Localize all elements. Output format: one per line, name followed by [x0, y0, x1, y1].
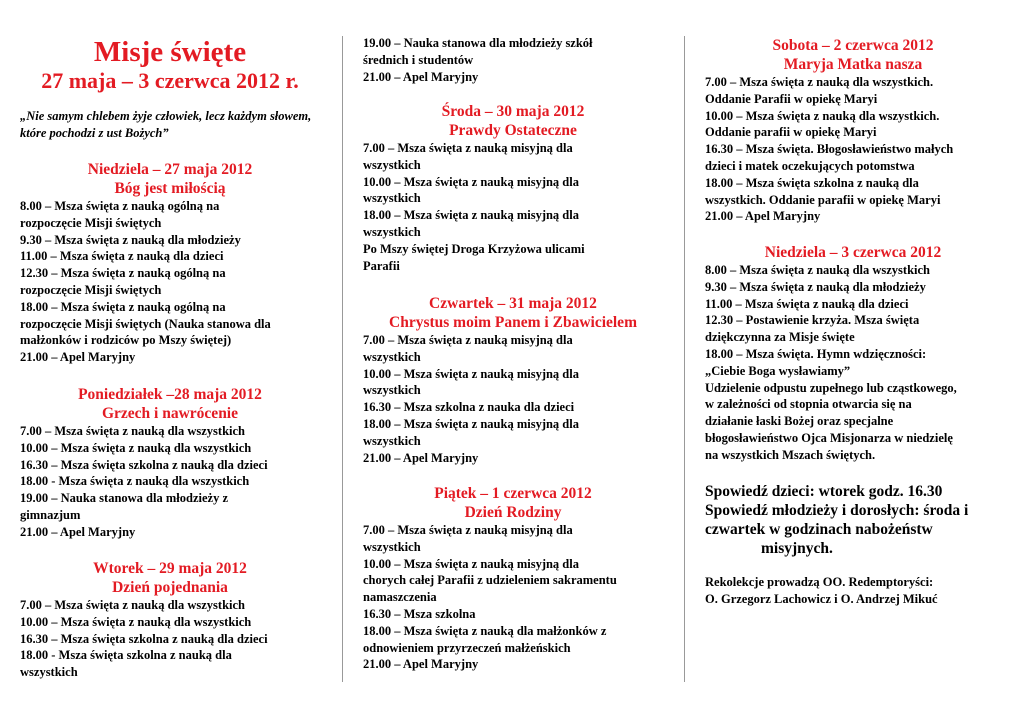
schedule-line: wszystkich	[363, 383, 421, 398]
day-section-tuesday-29	[20, 559, 330, 681]
schedule-line: 11.00 – Msza święta z nauką dla dzieci	[705, 296, 909, 311]
page-title: Misje święte	[93, 36, 247, 68]
schedule-line: wszystkich. Oddanie parafii w opiekę Maryi	[705, 192, 941, 207]
schedule-line: 18.00 – Msza święta z nauką ogólną na	[20, 299, 226, 314]
schedule-line: 7.00 – Msza święta z nauką dla wszystkich	[20, 424, 246, 438]
day-heading: Środa – 30 maja 2012	[441, 103, 585, 120]
column-divider-left	[342, 36, 343, 682]
schedule-line: dzieci i matek oczekujących potomstwa	[705, 158, 915, 173]
schedule-line: 21.00 – Apel Maryjny	[705, 209, 821, 224]
schedule-line: 18.00 – Msza święta. Hymn wdzięczności:	[705, 346, 927, 361]
schedule-line: działanie łaski Bożej oraz specjalne	[705, 414, 894, 429]
schedule-line: 19.00 – Nauka stanowa dla młodzieży z	[20, 491, 228, 506]
schedule-line: 9.30 – Msza święta z nauką dla młodzieży	[705, 279, 926, 294]
schedule-line: Oddanie parafii w opiekę Maryi	[705, 125, 877, 140]
schedule-line: „Ciebie Boga wysławiamy”	[705, 363, 851, 378]
day-heading: Piątek – 1 czerwca 2012	[434, 485, 592, 502]
schedule-line: 12.30 – Postawienie krzyża. Msza święta	[705, 313, 920, 328]
schedule-line: 18.00 – Msza święta szkolna z nauką dla	[705, 175, 919, 190]
schedule-line: na wszystkich Mszach świętych.	[705, 447, 876, 462]
schedule-line: 7.00 – Msza święta z nauką dla wszystkich.	[705, 75, 934, 89]
schedule-line: błogosławieństwo Ojca Misjonarza w niedzielę	[705, 430, 953, 445]
schedule-line: 7.00 – Msza święta z nauką misyjną dla	[363, 523, 573, 537]
schedule-line: 16.30 – Msza szkolna	[363, 606, 476, 621]
schedule-line: wszystkich	[363, 349, 421, 364]
schedule-line: 16.30 – Msza święta szkolna z nauką dla dzieci	[20, 457, 268, 472]
day-theme: Chrystus moim Panem i Zbawicielem	[389, 314, 637, 331]
day-theme: Bóg jest miłością	[114, 180, 226, 197]
schedule-line: 21.00 – Apel Maryjny	[363, 69, 479, 84]
schedule-line: 10.00 – Msza święta z nauką dla wszystkich	[20, 614, 252, 629]
day-heading: Sobota – 2 czerwca 2012	[772, 37, 934, 54]
schedule-line: 18.00 - Msza święta szkolna z nauką dla	[20, 648, 232, 663]
schedule-line: wszystkich	[363, 157, 421, 172]
day-section-sunday-27	[20, 160, 330, 366]
schedule-line: dziękczynna za Misje święte	[705, 330, 855, 345]
day-section-thursday-31	[363, 294, 673, 466]
schedule-line: Parafii	[363, 258, 400, 273]
schedule-line: 7.00 – Msza święta z nauką misyjną dla	[363, 333, 573, 347]
retreat-line: O. Grzegorz Lachowicz i O. Andrzej Mikuć	[705, 591, 938, 606]
schedule-line: 10.00 – Msza święta z nauką dla wszystkich.	[705, 108, 940, 123]
schedule-line: odnowieniem przyrzeczeń małżeńskich	[363, 640, 571, 655]
schedule-line: 21.00 – Apel Maryjny	[363, 450, 479, 465]
schedule-line: wszystkich	[363, 191, 421, 206]
schedule-line: 18.00 - Msza święta z nauką dla wszystkich	[20, 474, 250, 489]
schedule-line: 21.00 – Apel Maryjny	[20, 350, 136, 365]
retreat-info	[705, 574, 1005, 608]
confession-line: czwartek w godzinach nabożeństw	[705, 521, 933, 538]
schedule-line: Udzielenie odpustu zupełnego lub cząstkowego,	[705, 380, 957, 395]
confession-line: Spowiedź młodzieży i dorosłych: środa i	[705, 502, 969, 519]
schedule-line: wszystkich	[20, 665, 78, 680]
day-theme: Maryja Matka nasza	[783, 56, 923, 73]
day-heading: Czwartek – 31 maja 2012	[429, 295, 597, 312]
schedule-line: namaszczenia	[363, 590, 437, 605]
schedule-line: małżonków i rodziców po Mszy świętej)	[20, 333, 232, 348]
confession-info	[705, 482, 1010, 558]
day-heading: Niedziela – 3 czerwca 2012	[764, 244, 942, 261]
schedule-line: 18.00 – Msza święta z nauką dla małżonków z	[363, 623, 607, 638]
schedule-line: 16.30 – Msza święta. Błogosławieństwo małych	[705, 142, 954, 157]
schedule-line: 18.00 – Msza święta z nauką misyjną dla	[363, 416, 579, 431]
column-divider-right	[684, 36, 685, 682]
schedule-line: gimnazjum	[20, 507, 81, 522]
schedule-line: rozpoczęcie Misji świętych	[20, 282, 162, 297]
day-heading: Poniedziałek –28 maja 2012	[78, 386, 262, 403]
confession-line: Spowiedź dzieci: wtorek godz. 16.30	[705, 483, 943, 500]
day-section-friday-1	[363, 484, 673, 673]
schedule-line: 21.00 – Apel Maryjny	[363, 657, 479, 672]
schedule-line: 18.00 – Msza święta z nauką misyjną dla	[363, 208, 579, 223]
schedule-line: 10.00 – Msza święta z nauką misyjną dla	[363, 174, 579, 189]
schedule-line: 9.30 – Msza święta z nauką dla młodzieży	[20, 232, 241, 247]
schedule-line: 8.00 – Msza święta z nauką dla wszystkich	[705, 263, 931, 277]
scripture-quote: „Nie samym chlebem żyje człowiek, lecz każdym słowem, które pochodzi z ust Bożych”	[20, 109, 312, 140]
schedule-line: rozpoczęcie Misji świętych	[20, 215, 162, 230]
schedule-line: 7.00 – Msza święta z nauką dla wszystkich	[20, 598, 246, 612]
schedule-line: 16.30 – Msza święta szkolna z nauką dla dzieci	[20, 631, 268, 646]
schedule-line: 10.00 – Msza święta z nauką misyjną dla	[363, 366, 579, 381]
schedule-line: 19.00 – Nauka stanowa dla młodzieży szkół	[363, 36, 593, 50]
day-theme: Dzień Rodziny	[464, 504, 562, 521]
day-section-saturday-2	[705, 36, 1005, 225]
schedule-line: wszystkich	[363, 433, 421, 448]
page-dates: 27 maja – 3 czerwca 2012 r.	[41, 68, 299, 93]
day-section-monday-28	[20, 385, 330, 541]
day-heading: Niedziela – 27 maja 2012	[87, 161, 253, 178]
retreat-line: Rekolekcje prowadzą OO. Redemptoryści:	[705, 575, 934, 589]
day-theme: Prawdy Ostateczne	[449, 122, 577, 139]
schedule-line: średnich i studentów	[363, 52, 474, 67]
schedule-line: chorych całej Parafii z udzieleniem sakramentu	[363, 573, 617, 588]
schedule-line: Oddanie Parafii w opiekę Maryi	[705, 91, 878, 106]
schedule-line: wszystkich	[363, 224, 421, 239]
schedule-line: w zależności od stopnia otwarcia się na	[705, 397, 912, 412]
schedule-line: 12.30 – Msza święta z nauką ogólną na	[20, 266, 226, 281]
confession-line: misyjnych.	[761, 540, 833, 557]
schedule-line: Po Mszy świętej Droga Krzyżowa ulicami	[363, 241, 585, 256]
schedule-line: rozpoczęcie Misji świętych (Nauka stanowa dla	[20, 316, 271, 331]
day-theme: Dzień pojednania	[112, 579, 228, 596]
day-heading: Wtorek – 29 maja 2012	[93, 560, 247, 577]
schedule-line: 16.30 – Msza szkolna z nauka dla dzieci	[363, 400, 575, 415]
day-section-sunday-3	[705, 243, 1005, 464]
schedule-line: 8.00 – Msza święta z nauką ogólną na	[20, 199, 220, 213]
day-section-wednesday-30	[363, 102, 673, 274]
schedule-line: wszystkich	[363, 539, 421, 554]
schedule-line: 21.00 – Apel Maryjny	[20, 524, 136, 539]
tuesday-continued	[363, 35, 673, 85]
schedule-line: 7.00 – Msza święta z nauką misyjną dla	[363, 141, 573, 155]
schedule-line: 10.00 – Msza święta z nauką dla wszystkich	[20, 440, 252, 455]
day-theme: Grzech i nawrócenie	[101, 405, 238, 422]
schedule-line: 10.00 – Msza święta z nauką misyjną dla	[363, 556, 579, 571]
schedule-line: 11.00 – Msza święta z nauką dla dzieci	[20, 249, 224, 264]
